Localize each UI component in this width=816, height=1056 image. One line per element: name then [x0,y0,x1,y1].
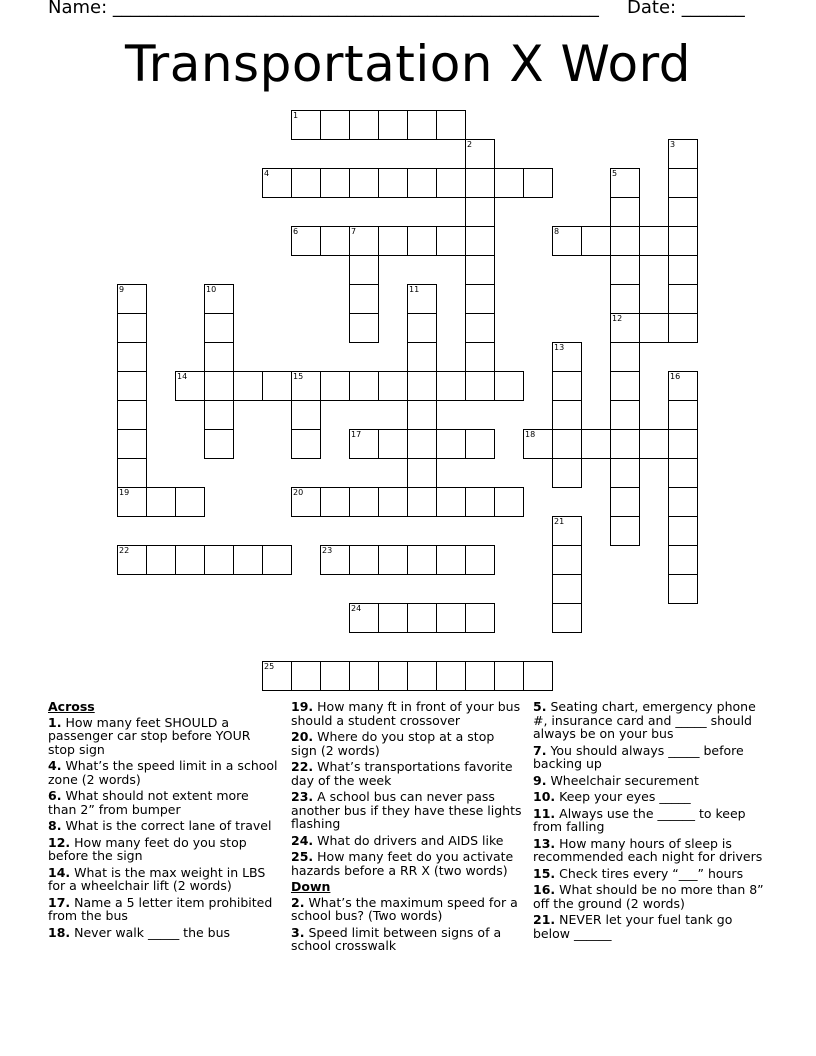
crossword-cell[interactable] [378,603,408,633]
crossword-cell[interactable] [581,226,611,256]
across-clue: 17. Name a 5 letter item prohibited from the bus [48,894,273,923]
clue-number: 11 [409,285,420,294]
crossword-cell[interactable] [291,487,321,517]
crossword-cell[interactable] [378,429,408,459]
crossword-cell[interactable] [436,603,466,633]
crossword-cell[interactable] [407,661,437,691]
crossword-cell[interactable] [610,516,640,546]
down-clue: 2. What’s the maximum speed for a school bus? (Two words) [291,894,518,923]
across-clue: 25. How many feet do you activate hazards before a RR X (two words) [291,849,514,878]
crossword-cell[interactable] [552,574,582,604]
crossword-cell[interactable] [204,545,234,575]
crossword-cell[interactable] [117,313,147,343]
crossword-cell[interactable] [639,313,669,343]
crossword-cell[interactable] [465,342,495,372]
down-clue: 21. NEVER let your fuel tank go below ______ [533,912,733,941]
crossword-cell[interactable] [436,110,466,140]
crossword-cell[interactable] [523,429,553,459]
crossword-cell[interactable] [233,371,263,401]
crossword-cell[interactable] [610,255,640,285]
clue-number: 9 [119,285,125,294]
crossword-cell[interactable] [552,342,582,372]
crossword-cell[interactable] [407,371,437,401]
crossword-cell[interactable] [175,487,205,517]
crossword-cell[interactable] [117,284,147,314]
clue-number: 19 [119,488,130,497]
crossword-cell[interactable] [610,226,640,256]
crossword-cell[interactable] [523,661,553,691]
crossword-cell[interactable] [117,545,147,575]
crossword-cell[interactable] [117,487,147,517]
crossword-cell[interactable] [378,371,408,401]
crossword-cell[interactable] [494,168,524,198]
across-clue: 6. What should not extent more than 2” from bumper [48,788,249,817]
crossword-cell[interactable] [349,487,379,517]
across-clue: 4. What’s the speed limit in a school zone (2 words) [48,758,278,787]
crossword-cell[interactable] [349,371,379,401]
clue-number: 5 [612,169,618,178]
crossword-cell[interactable] [552,603,582,633]
name-field[interactable]: Name: ______________________________________________________ [48,0,599,18]
crossword-cell[interactable] [523,168,553,198]
crossword-cell[interactable] [668,516,698,546]
crossword-cell[interactable] [407,342,437,372]
crossword-cell[interactable] [436,545,466,575]
crossword-cell[interactable] [436,226,466,256]
crossword-cell[interactable] [349,313,379,343]
across-clue: 19. How many ft in front of your bus should a student crossover [291,699,521,728]
crossword-cell[interactable] [407,429,437,459]
crossword-cell[interactable] [320,226,350,256]
crossword-cell[interactable] [407,313,437,343]
crossword-cell[interactable] [320,661,350,691]
crossword-cell[interactable] [668,139,698,169]
crossword-cell[interactable] [378,168,408,198]
crossword-cell[interactable] [668,429,698,459]
crossword-cell[interactable] [204,400,234,430]
clue-number: 14 [177,372,188,381]
clue-number: 24 [351,604,362,613]
crossword-cell[interactable] [146,545,176,575]
crossword-cell[interactable] [349,429,379,459]
across-clue: 1. How many feet SHOULD a passenger car stop before YOUR stop sign [48,714,251,757]
across-clue: 23. A school bus can never pass another bus if they have these lights flashing [291,789,522,831]
crossword-cell[interactable] [378,487,408,517]
date-field[interactable]: Date: _______ [627,0,745,18]
crossword-cell[interactable] [320,168,350,198]
crossword-cell[interactable] [668,284,698,314]
crossword-cell[interactable] [581,429,611,459]
crossword-cell[interactable] [349,545,379,575]
crossword-cell[interactable] [407,487,437,517]
crossword-cell[interactable] [610,429,640,459]
crossword-cell[interactable] [610,400,640,430]
clue-number: 23 [322,546,333,555]
crossword-cell[interactable] [668,574,698,604]
crossword-cell[interactable] [117,458,147,488]
crossword-cell[interactable] [668,458,698,488]
crossword-cell[interactable] [436,429,466,459]
crossword-cell[interactable] [204,284,234,314]
crossword-cell[interactable] [117,400,147,430]
clue-number: 8 [554,227,560,236]
crossword-cell[interactable] [262,371,292,401]
crossword-cell[interactable] [465,284,495,314]
crossword-cell[interactable] [610,168,640,198]
crossword-cell[interactable] [552,226,582,256]
crossword-cell[interactable] [291,429,321,459]
crossword-cell[interactable] [465,545,495,575]
crossword-cell[interactable] [668,545,698,575]
crossword-cell[interactable] [407,458,437,488]
crossword-cell[interactable] [291,400,321,430]
crossword-cell[interactable] [552,545,582,575]
crossword-cell[interactable] [610,197,640,227]
crossword-cell[interactable] [407,545,437,575]
crossword-cell[interactable] [291,226,321,256]
crossword-cell[interactable] [262,661,292,691]
crossword-cell[interactable] [668,255,698,285]
crossword-cell[interactable] [552,371,582,401]
crossword-cell[interactable] [465,255,495,285]
crossword-cell[interactable] [349,284,379,314]
clue-number: 17 [351,430,362,439]
crossword-cell[interactable] [639,429,669,459]
crossword-cell[interactable] [320,487,350,517]
crossword-cell[interactable] [204,371,234,401]
crossword-cell[interactable] [494,371,524,401]
down-clue: 11. Always use the ______ to keep from falling [533,805,746,834]
crossword-cell[interactable] [465,168,495,198]
crossword-cell[interactable] [175,371,205,401]
down-clue: 16. What should be no more than 8” off the ground (2 words) [533,882,764,911]
crossword-cell[interactable] [668,313,698,343]
crossword-cell[interactable] [465,313,495,343]
crossword-cell[interactable] [291,371,321,401]
clues-column-1 [48,700,280,942]
clue-number: 2 [467,140,473,149]
down-clue: 15. Check tires every “___” hours [533,865,744,881]
crossword-cell[interactable] [465,487,495,517]
across-clue: 14. What is the max weight in LBS for a wheelchair lift (2 words) [48,864,266,893]
crossword-cell[interactable] [610,458,640,488]
across-clue: 12. How many feet do you stop before the sign [48,834,247,863]
crossword-cell[interactable] [378,110,408,140]
crossword-cell[interactable] [117,371,147,401]
crossword-cell[interactable] [349,168,379,198]
down-clue: 7. You should always _____ before backing up [533,742,744,771]
crossword-cell[interactable] [668,197,698,227]
crossword-cell[interactable] [262,545,292,575]
clue-number: 13 [554,343,565,352]
crossword-cell[interactable] [494,487,524,517]
crossword-cell[interactable] [465,197,495,227]
crossword-cell[interactable] [668,371,698,401]
clue-number: 25 [264,662,275,671]
crossword-cell[interactable] [175,545,205,575]
crossword-cell[interactable] [610,313,640,343]
crossword-cell[interactable] [407,603,437,633]
crossword-cell[interactable] [465,371,495,401]
clues-column-2 [291,700,523,956]
clue-number: 20 [293,488,304,497]
clue-number: 21 [554,517,565,526]
page-title: Transportation X Word [124,35,692,93]
down-heading: Down [291,879,331,894]
crossword-cell[interactable] [378,661,408,691]
crossword-cell[interactable] [407,400,437,430]
crossword-cell[interactable] [552,458,582,488]
crossword-cell[interactable] [407,226,437,256]
crossword-cell[interactable] [436,371,466,401]
crossword-cell[interactable] [320,371,350,401]
crossword-cell[interactable] [407,168,437,198]
crossword-cell[interactable] [204,313,234,343]
crossword-cell[interactable] [204,429,234,459]
crossword-cell[interactable] [465,139,495,169]
across-clue: 18. Never walk _____ the bus [48,924,231,940]
crossword-cell[interactable] [465,226,495,256]
down-clue: 9. Wheelchair securement [533,772,699,788]
crossword-cell[interactable] [668,168,698,198]
crossword-cell[interactable] [436,168,466,198]
across-heading: Across [48,699,95,714]
crossword-cell[interactable] [552,429,582,459]
crossword-cell[interactable] [552,516,582,546]
clue-number: 18 [525,430,536,439]
crossword-cell[interactable] [610,371,640,401]
down-clue: 10. Keep your eyes _____ [533,789,691,804]
crossword-cell[interactable] [610,487,640,517]
clue-number: 6 [293,227,299,236]
down-clue: 5. Seating chart, emergency phone #, insurance card and _____ should always be on your bus [533,699,756,741]
crossword-cell[interactable] [465,429,495,459]
crossword-cell[interactable] [233,545,263,575]
crossword-cell[interactable] [552,400,582,430]
crossword-cell[interactable] [117,429,147,459]
clue-number: 15 [293,372,304,381]
clue-number: 3 [670,140,676,149]
crossword-cell[interactable] [291,661,321,691]
clue-number: 12 [612,314,623,323]
crossword-cell[interactable] [117,342,147,372]
crossword-cell[interactable] [349,661,379,691]
down-clue: 13. How many hours of sleep is recommended each night for drivers [533,835,763,864]
crossword-cell[interactable] [291,110,321,140]
crossword-cell[interactable] [465,661,495,691]
crossword-cell[interactable] [378,226,408,256]
crossword-cell[interactable] [349,255,379,285]
crossword-cell[interactable] [436,661,466,691]
clue-number: 1 [293,111,299,120]
crossword-cell[interactable] [668,400,698,430]
crossword-cell[interactable] [407,284,437,314]
crossword-cell[interactable] [610,284,640,314]
clue-number: 16 [670,372,681,381]
crossword-cell[interactable] [378,545,408,575]
crossword-cell[interactable] [204,342,234,372]
crossword-cell[interactable] [349,110,379,140]
crossword-cell[interactable] [349,603,379,633]
crossword-cell[interactable] [262,168,292,198]
crossword-cell[interactable] [494,661,524,691]
clue-number: 7 [351,227,357,236]
crossword-cell[interactable] [668,487,698,517]
clue-number: 22 [119,546,130,555]
crossword-cell[interactable] [320,545,350,575]
crossword-cell[interactable] [349,226,379,256]
crossword-cell[interactable] [465,603,495,633]
clue-number: 10 [206,285,217,294]
crossword-cell[interactable] [639,226,669,256]
crossword-cell[interactable] [407,110,437,140]
crossword-cell[interactable] [436,487,466,517]
across-clue: 22. What’s transportations favorite day of the week [291,759,513,788]
across-clue: 24. What do drivers and AIDS like [291,832,504,848]
crossword-cell[interactable] [610,342,640,372]
crossword-cell[interactable] [291,168,321,198]
across-clue: 8. What is the correct lane of travel [48,818,272,833]
clue-number: 4 [264,169,270,178]
clues-column-3 [533,700,769,943]
across-clue: 20. Where do you stop at a stop sign (2 words) [291,729,495,758]
crossword-cell[interactable] [668,226,698,256]
down-clue: 3. Speed limit between signs of a school crosswalk [291,924,502,953]
crossword-cell[interactable] [146,487,176,517]
crossword-cell[interactable] [320,110,350,140]
